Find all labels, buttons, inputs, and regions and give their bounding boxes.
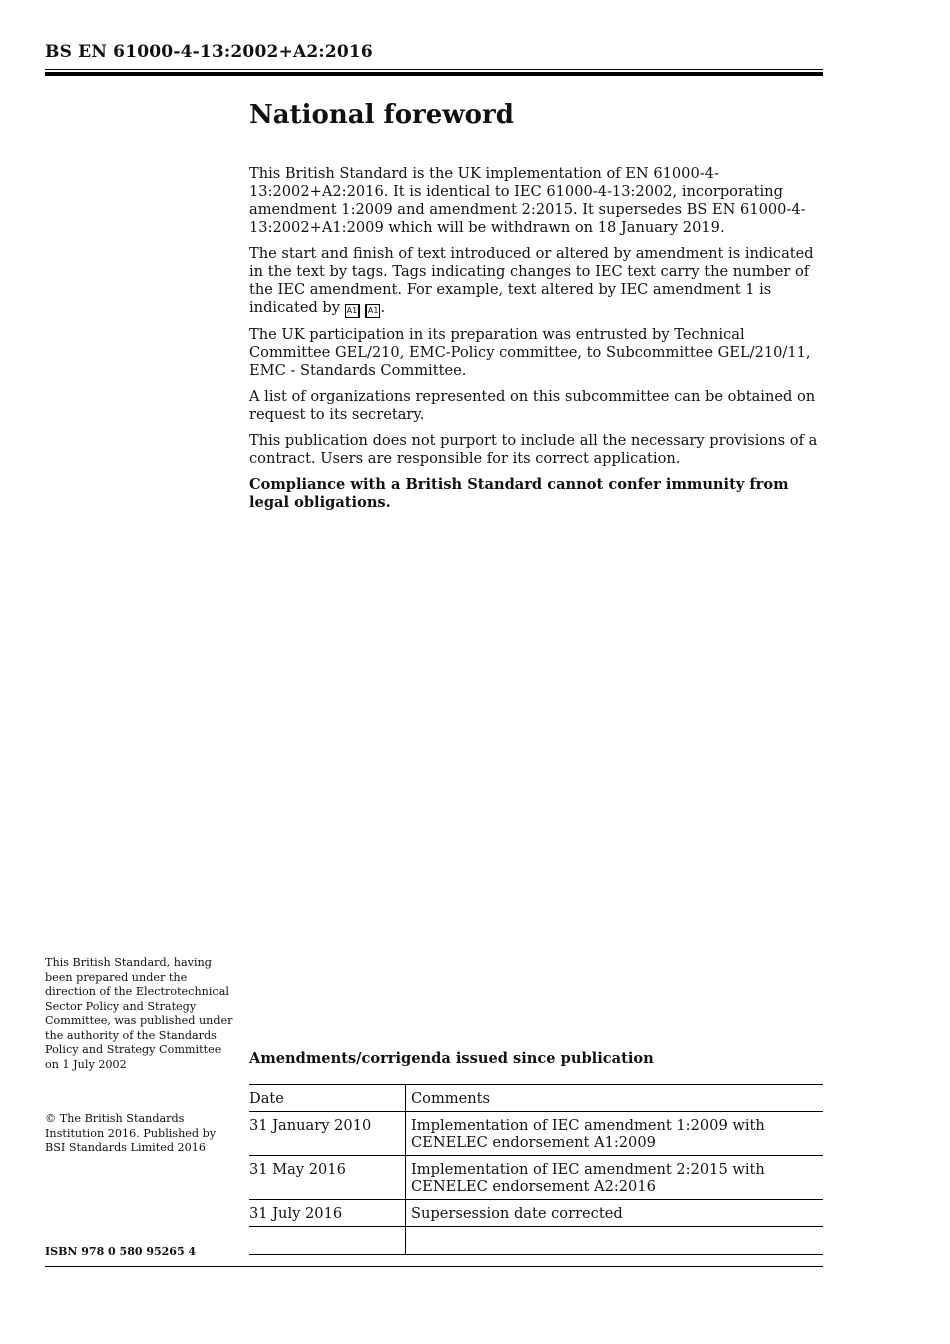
row-comment: Implementation of IEC amendment 1:2009 with CENELEC endorsement A1:2009 (406, 1112, 824, 1156)
header-rule-thin (45, 69, 823, 70)
amendment-start-tag-icon: A1 (345, 304, 361, 318)
footer-rule (45, 1266, 823, 1267)
row-date (249, 1227, 406, 1255)
row-date: 31 July 2016 (249, 1200, 406, 1227)
table-header-row (249, 1085, 823, 1112)
document-id: BS EN 61000-4-13:2002+A2:2016 (45, 42, 373, 62)
paragraph-compliance: Compliance with a British Standard cannot confer immunity from legal obligations. (249, 476, 789, 511)
paragraph-organizations: A list of organizations represented on this subcommittee can be obtained on request to its secretary. (249, 388, 816, 423)
paragraph-amendment-tags-end: . (380, 299, 386, 316)
row-comment (406, 1227, 824, 1255)
row-date: 31 January 2010 (249, 1112, 406, 1156)
table-row (249, 1227, 823, 1255)
column-header-comments: Comments (406, 1085, 824, 1112)
copyright-note: © The British Standards Institution 2016. Published by BSI Standards Limited 2016 (45, 1112, 217, 1154)
paragraph-participation: The UK participation in its preparation was entrusted by Technical Committee GEL/210, EMC-Policy committee, to Subcommittee GEL/210/11, EMC - Standards Committee. (249, 326, 811, 379)
paragraph-contract: This publication does not purport to include all the necessary provisions of a contract. Users are responsible for its correct application. (249, 432, 818, 467)
isbn: ISBN 978 0 580 95265 4 (45, 1245, 197, 1258)
foreword-body (249, 165, 823, 520)
row-comment: Implementation of IEC amendment 2:2015 with CENELEC endorsement A2:2016 (406, 1156, 824, 1200)
row-comment: Supersession date corrected (406, 1200, 824, 1227)
table-row (249, 1112, 823, 1156)
paragraph-implementation: This British Standard is the UK implementation of EN 61000-4-13:2002+A2:2016. It is identical to IEC 61000-4-13:2002, incorporating amendment 1:2009 and amendment 2:2015. It supersedes BS EN 61000-4-13:2002+A1:2009 which will be withdrawn on 18 January 2019. (249, 165, 806, 236)
table-row (249, 1156, 823, 1200)
table-row (249, 1200, 823, 1227)
publication-note: This British Standard, having been prepared under the direction of the Electrotechnical Sector Policy and Strategy Committee, was published under the authority of the Standards Policy and Strategy Committee on 1 July 2002 (45, 956, 233, 1071)
header-rule-thick (45, 72, 823, 76)
row-date: 31 May 2016 (249, 1156, 406, 1200)
amendments-heading: Amendments/corrigenda issued since publication (249, 1050, 654, 1067)
paragraph-amendment-tags (249, 245, 823, 318)
page-title: National foreword (249, 100, 514, 130)
amendments-table (249, 1084, 823, 1255)
paragraph-amendment-tags-text: The start and finish of text introduced or altered by amendment is indicated in the text by tags. Tags indicating changes to IEC text carry the number of the IEC amendment. For example, text altered by IEC amendment 1 is indicated by (249, 245, 814, 316)
amendment-end-tag-icon: A1 (365, 304, 381, 318)
column-header-date: Date (249, 1085, 406, 1112)
